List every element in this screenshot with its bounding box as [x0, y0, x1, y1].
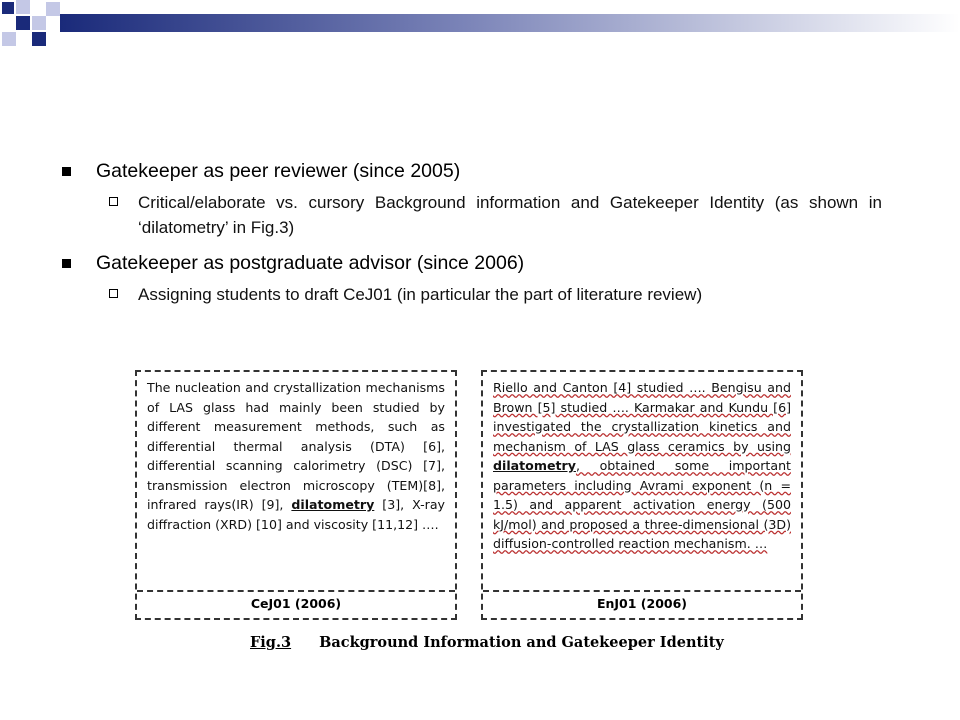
- bullet-list: [62, 158, 882, 317]
- enj01-excerpt: Riello and Canton [4] studied …. Bengisu and Brown [5] studied …. Karmakar and Kundu [6] investigated the crystallization kinetics and mechanism of LAS glass ceramics by using dilatometry, obtained some important parameters including Avrami exponent (n = 1.5) and apparent activation energy (500 kJ/mol) and proposed a three-dimensional (3D) diffusion-controlled reaction mechanism. …: [493, 380, 791, 551]
- header-gradient-bar: [0, 14, 960, 32]
- cej01-excerpt: The nucleation and crystallization mechanisms of LAS glass had mainly been studied by different measurement methods, such as differential thermal analysis (DTA) [6], differential scanning calorimetry (DSC) [7], transmission electron microscopy (TEM)[8], infrared rays(IR) [9], dilatometry [3], X-ray diffraction (XRD) [10] and viscosity [11,12] ….: [147, 380, 445, 532]
- hollow-square-bullet-icon: [109, 289, 118, 298]
- bullet-text: Gatekeeper as peer reviewer (since 2005): [96, 160, 461, 182]
- figure-caption: [250, 634, 724, 651]
- square-bullet-icon: [62, 259, 71, 268]
- deco-square: [16, 16, 30, 30]
- dilatometry-keyword: dilatometry: [493, 458, 576, 473]
- dilatometry-keyword: dilatometry: [291, 497, 375, 512]
- bullet-text: Gatekeeper as postgraduate advisor (since 2006): [96, 252, 525, 274]
- sub-bullet-item: [96, 282, 882, 307]
- figure-title: Background Information and Gatekeeper Identity: [319, 634, 724, 651]
- deco-square: [16, 0, 30, 14]
- square-bullet-icon: [62, 167, 71, 176]
- deco-square: [2, 2, 14, 14]
- cej01-caption: CeJ01 (2006): [250, 596, 342, 611]
- bullet-item: [62, 250, 882, 276]
- hollow-square-bullet-icon: [109, 197, 118, 206]
- bullet-item: [62, 158, 882, 184]
- sub-bullet-text: Critical/elaborate vs. cursory Background information and Gatekeeper Identity (as shown in ‘dilatometry’ in Fig.3): [138, 193, 882, 237]
- enj01-panel: [481, 370, 803, 620]
- cej01-panel: [135, 370, 457, 620]
- sub-bullet-item: [96, 190, 882, 240]
- deco-square: [46, 2, 60, 16]
- sub-bullet-text: Assigning students to draft CeJ01 (in particular the part of literature review): [138, 285, 703, 304]
- deco-square: [32, 32, 46, 46]
- enj01-caption: EnJ01 (2006): [596, 596, 688, 611]
- panel-divider: [137, 590, 455, 592]
- deco-square: [32, 16, 46, 30]
- panel-divider: [483, 590, 801, 592]
- deco-square: [2, 32, 16, 46]
- figure-3: [135, 370, 805, 670]
- figure-number: Fig.3: [250, 634, 292, 651]
